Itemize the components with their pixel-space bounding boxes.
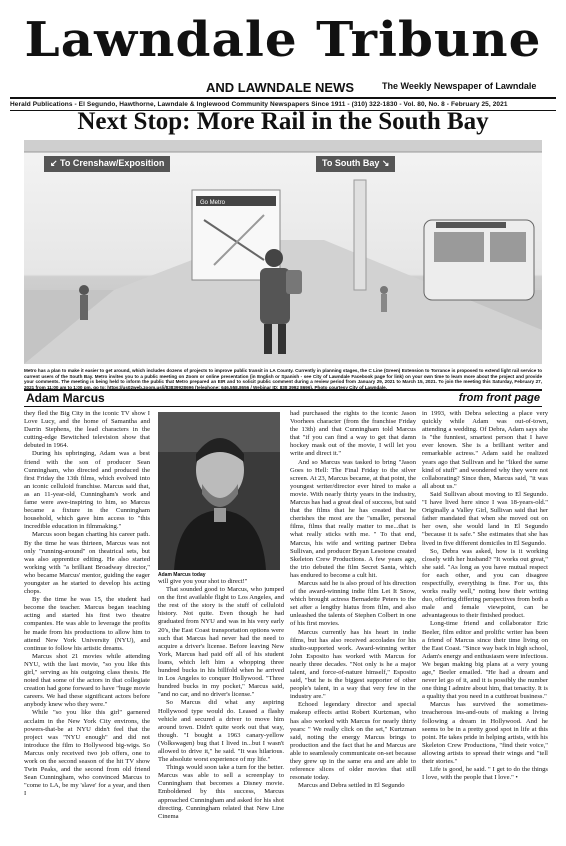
- continued-from-front-page: from front page: [458, 392, 540, 404]
- masthead: [10, 6, 556, 106]
- col4-paragraph: So, Debra was asked, how is it working closely with her husband? "It works out great," she said. "As long as you have mutual respect for each other, and you can disagree respectfully, everything is fine. For us, this works really well," noting how their writing duo, offering differing perspectives from both a male and female viewpoint, can be advantageous to their finished product.: [422, 547, 548, 620]
- col1-paragraph: While "so you like this girl" garnered acclaim in the New York City environs, the powers-that-be at NYU didn't feel that the project was "NYU enough" and did not introduce the film to Hollywood big-wigs. So Marcus only received two job offers, one to work on the second season of the hit TV show Twin Peaks, and the second from old friend Sean Cunningham, who convinced Marcus to "come to LA, be my 'slave' for a year, and then I: [24, 709, 150, 798]
- story-header-bar: [24, 389, 542, 407]
- newspaper-title: Lawndale Tribune: [24, 11, 542, 68]
- col1-paragraph: By the time he was 15, the student had become the teacher. Marcus began teaching acting and started his first two theatre companies. He was able to leverage the profits he made from his productions to allow him to attend New York University (NYU), and continue to follow his artistic dreams.: [24, 596, 150, 652]
- col4-paragraph: Long-time friend and collaborator Eric Beeler, film editor and prolific writer has been a friend of Marcus since their time living on the East Coast. "Since way back in high school, Adam's energy and enthusiasm were infectious. We began making big plans at a very young age," Beeler emailed. "He had a dream and never let go of it, and it is possibly the number one thing I admire about him, that tenacity. It is a quality that you need in a cutthroat business.": [422, 620, 548, 701]
- col1-paragraph: Marcus shot 21 movies while attending NYU, with the last movie, "so you like this girl," serving as his outgoing class thesis. He noted that some of the actors in that collegiate creation had gone forward to have "huge movie careers. We had these significant actors before anybody knew who they were.": [24, 652, 150, 709]
- story-column-3: [290, 410, 416, 790]
- adam-marcus-portrait: [158, 412, 280, 570]
- col1-paragraph: they fled the Big City in the iconic TV show I Love Lucy, and the home of Samantha and Darrin Stephens, the lead characters in the cutting-edge Bewitched television show that debuted in 1964.: [24, 410, 150, 450]
- col1-paragraph: Marcus soon began charting his career path. By the time he was thirteen, Marcus was not only "running-around" on theatrical sets, but was also apprentice editing. He also started working with "a brilliant Broadway director," who became Marcus' mentor, guiding the eager youngster as he started to develop his acting chops.: [24, 531, 150, 596]
- portrait-image: [158, 412, 280, 570]
- headline: Next Stop: More Rail in the South Bay: [77, 108, 489, 135]
- col2-paragraph: That sounded good to Marcus, who jumped on the first available flight to Los Angeles, and the rest of the story is the stuff of celluloid history. Not quite. Even though he had graduated from NYU and was in his very early 20's, the East Coast transportation options were such that Marcus had never had the need to acquire a driver's license. Before leaving New York, Marcus had paid off all of his student loans, which left him a whopping three hundred bucks in his billfold when he arrived in Los Angeles to conquer Hollywood. "Three hundred bucks in my pocket," Marcus said, "and no car, and no driver's license.": [158, 586, 284, 699]
- col1-paragraph: During his upbringing, Adam was a best friend with the son of producer Sean Cunningham, who directed and produced the first Friday the 13th films, which evolved into an iconic celluloid franchise. Marcus said that, as an 11-year-old, Cunningham's work and fame were awe-inspiring to him, so Marcus became a fixture in the Cunningham household, which gave him access to "this incredible education in filmmaking.": [24, 450, 150, 531]
- rail-station-photo: [24, 140, 542, 364]
- col2-paragraph: will give you your shot to direct!": [158, 578, 248, 585]
- portrait-caption: Adam Marcus today: [158, 572, 206, 578]
- col3-paragraph: Echoed legendary director and special makeup effects artist Robert Kurtzman, who has also worked with Marcus for nearly thirty years: " We really click on the set," Kurtzman said, noting the energy Marcus brings to production and the fact that he and Marcus are able to seamlessly communicate on-set because they grew up in the same era and are able to reference slices of older movies that still resonate today.: [290, 701, 416, 782]
- col3-paragraph: Marcus currently has his heart in indie films, but has also received accolades for his studio-supported work. Award-winning writer John Esposito has worked with Marcus for nearly three decades. "Not only is he a major talent, and force-of-nature himself," Esposito said, "but he is the biggest supporter of other people's talent, in a way that very few in the industry are.": [290, 628, 416, 701]
- col3-paragraph: Marcus and Debra settled in El Segundo: [298, 782, 405, 790]
- station-map-label: Go Metro: [200, 200, 226, 206]
- col4-paragraph: Marcus has survived the sometimes-treacherous ins-and-outs of making a living following a dream in Hollywood. And he seems to be in a pretty good spot in life at this point. He takes pride in helping artists, with his Skeleton Crew Productions, "find their voice," allowing artists to spread their wings and "tell their stories.": [422, 701, 548, 766]
- story-column-1: [24, 410, 150, 799]
- story-column-2: [158, 578, 284, 821]
- col4-paragraph: Said Sullivan about moving to El Segundo. "I have lived here since I was 18-years-old." Originally a Valley Girl, Sullivan said that her father mandated that when she moved out on her own, she would land in El Segundo "because it is safe." She estimates that she has lived in five different domiciles in El Segundo.: [422, 490, 548, 547]
- sign-crenshaw-exposition: ↙ To Crenshaw/Exposition: [44, 156, 170, 172]
- sign-south-bay: To South Bay ↘: [316, 156, 395, 172]
- col3-paragraph: Marcus said he is also proud of his direction of the award-winning indie film Let It Snow, which brought actress Bernadette Peters to the set after a lengthy hiatus from film, and also unleashed the talents of Stephen Colbert in one of his first movies.: [290, 579, 416, 628]
- col2-paragraph: Things would soon take a turn for the better. Marcus was able to sell a screenplay to Cunningham that becomes a Disney movie. Emboldened by this success, Marcus approached Cunningham and asked for his shot directing. Cunningham related that New Line Cinema: [158, 764, 284, 820]
- photo-caption: Metro has a plan to make it easier to get around, which includes dozens of projects to improve public transit in LA County. Currently in planning stages, the C Line (Green) Extension to Torrance is proposed to extend light rail service to current users of the South Bay. Metro invites you to a public meeting on Zoom or online presentation (in English or Spanish - see City of Lawndale Facebook page for link) on your own time to learn more about the project and provide your comments. The meeting is being held to inform the public that Metro prepared an EIR and to solicit public comment during a review period from January 29, 2021 to March 15, 2021. To join the meeting this Saturday, February 27, 2021 from 11:00 am to 1:00 pm, go to: https://us02web.zoom.us/j/83839928696 (telephone: 646.558.8656 / Webinar ID: 838 3992 8696). Photo courtesy City of Lawndale.: [24, 368, 542, 390]
- newspaper-subtitle: AND LAWNDALE NEWS: [206, 80, 355, 95]
- station-illustration: [24, 140, 542, 364]
- story-author: Adam Marcus: [26, 391, 105, 405]
- col2-paragraph: So Marcus did what any aspiring Hollywood type would do. Leased a flashy vehicle and secured a driver to move him around town. Didn't quite work out that way, though. "I bought a 1963 canary-yellow (Volkswagen) bug that I lived in...but I wasn't allowed to drive it," he said. "It was hilarious. The absolute worst experience of my life.": [158, 699, 284, 764]
- story-column-4: [422, 410, 548, 782]
- masthead-info-line: Herald Publications - El Segundo, Hawthorne, Lawndale & Inglewood Community Newspapers Since 1911 - (310) 322-1830 - Vol. 80, No. 8 - February 25, 2021: [10, 101, 508, 108]
- col4-paragraph: in 1993, with Debra selecting a place very quickly while Adam was out-of-town, attending a wedding. Of Debra, Adam says she is "the funniest, smartest person that I have ever known. She is a brilliant writer and remarkable actress." Adam said he realized years ago that Sullivan and he "liked the same kind of stuff" and wondered why they were not collaborating? Since then, Marcus said, "it was all about us.": [422, 410, 548, 490]
- col3-paragraph: had purchased the rights to the iconic Jason Voorhees character (from the franchise Friday the 13th) and that Cunningham told Marcus that "if you can find a way to get that damn hockey mask out of the movie, I will let you write and direct it.": [290, 410, 416, 458]
- col3-paragraph: And so Marcus was tasked to bring "Jason Goes to Hell: The Final Friday to the silver screen. At 23, Marcus became, at that point, the youngest writer/director ever hired to make a movie. With nearly thirty years in the industry, Marcus has had a great deal of success, but said that the films that he has created that he cherishes the most are the "smaller, personal films, films that really matter to me...that is what really sticks with me. " To that end, Marcus, his wife and writing partner Debra Sullivan, and producer Bryan Lesotone created Skeleton Crew Productions. A few years ago, the trio debuted the film Secret Santa, which has endured to become a cult hit.: [290, 458, 416, 579]
- col4-paragraph: Life is good, he said. " I get to do the things I love, with the people that I love." •: [422, 766, 548, 782]
- masthead-rule-top: [10, 97, 556, 99]
- newspaper-tagline: The Weekly Newspaper of Lawndale: [382, 81, 537, 91]
